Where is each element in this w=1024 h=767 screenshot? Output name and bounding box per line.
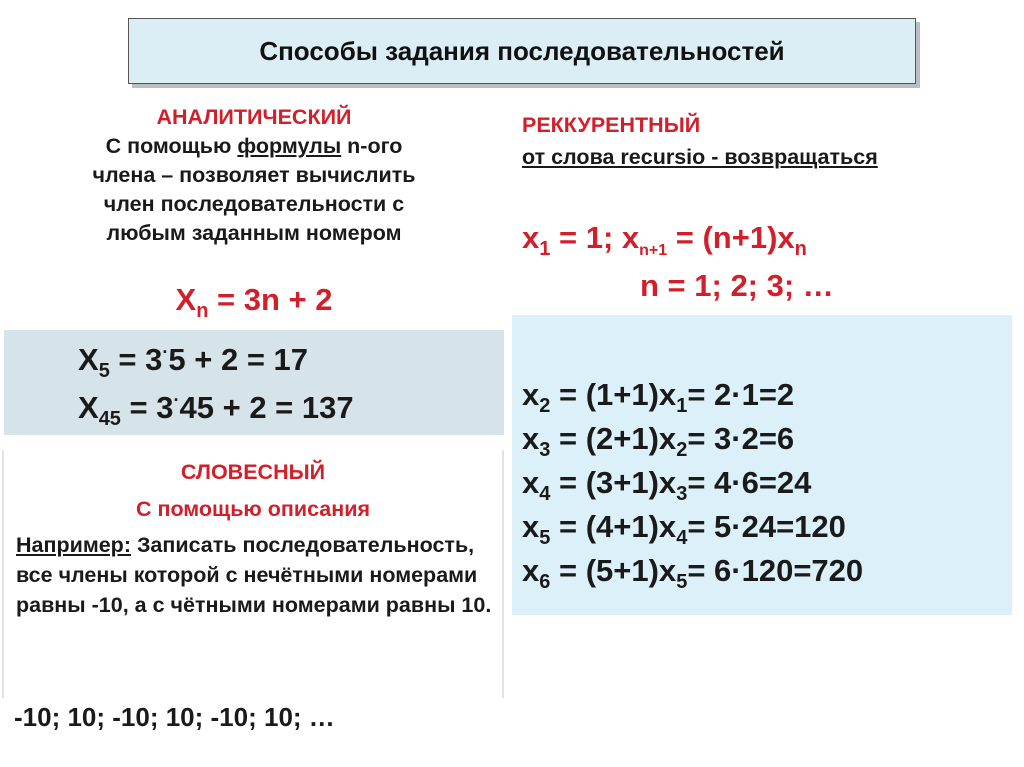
step-p: 4 bbox=[676, 527, 688, 549]
step-a: = (3+1)x bbox=[550, 465, 677, 500]
step-n: 4 bbox=[539, 483, 551, 505]
step-n: 5 bbox=[539, 527, 551, 549]
analytic-formula bbox=[10, 282, 498, 322]
recurrent-n-values: n = 1; 2; 3; … bbox=[640, 268, 834, 303]
formula-x: X bbox=[175, 282, 197, 317]
analytic-formula-word: формулы bbox=[237, 134, 342, 158]
analytic-example-2 bbox=[78, 390, 354, 430]
recurrent-step bbox=[522, 509, 846, 549]
verbal-subheading: С помощью описания bbox=[135, 497, 371, 521]
step-p: 2 bbox=[676, 439, 688, 461]
verbal-example-label: Например: bbox=[16, 533, 131, 557]
recurrent-heading: РЕККУРЕНТНЫЙ bbox=[522, 113, 701, 137]
ex2-b: 45 + 2 = 137 bbox=[179, 390, 354, 425]
ex1-x: X bbox=[78, 342, 99, 377]
verbal-heading: СЛОВЕСНЫЙ bbox=[180, 460, 326, 484]
ex2-sub: 45 bbox=[98, 408, 121, 430]
recurrent-step bbox=[522, 465, 812, 505]
verbal-answer: -10; 10; -10; 10; -10; 10; … bbox=[14, 702, 335, 732]
step-n: 2 bbox=[539, 395, 551, 417]
analytic-line-2: члена – позволяет вычислить bbox=[92, 163, 416, 187]
ex1-a: = 3 bbox=[109, 342, 163, 377]
ex2-a: = 3 bbox=[120, 390, 174, 425]
step-x: x bbox=[522, 465, 540, 500]
step-x: x bbox=[522, 553, 540, 588]
ex2-dot: · bbox=[173, 390, 180, 410]
step-x: x bbox=[522, 509, 540, 544]
analytic-section bbox=[10, 103, 498, 248]
analytic-line-4: любым заданным номером bbox=[106, 221, 402, 245]
step-b: = 2·1=2 bbox=[687, 377, 795, 412]
analytic-heading: АНАЛИТИЧЕСКИЙ bbox=[156, 105, 352, 129]
step-n: 3 bbox=[539, 439, 551, 461]
analytic-line-1-post: n-ого bbox=[341, 134, 403, 158]
step-a: = (4+1)x bbox=[550, 509, 677, 544]
rf-sub2: n+1 bbox=[639, 242, 668, 259]
ex1-b: 5 + 2 = 17 bbox=[168, 342, 309, 377]
analytic-example-1 bbox=[78, 342, 309, 382]
step-b: = 5·24=120 bbox=[687, 509, 846, 544]
verbal-example bbox=[16, 530, 494, 620]
analytic-examples-panel bbox=[4, 330, 504, 435]
analytic-line-1 bbox=[10, 132, 498, 161]
step-n: 6 bbox=[539, 571, 551, 593]
formula-rest: = 3n + 2 bbox=[208, 282, 333, 317]
step-x: x bbox=[522, 421, 540, 456]
recurrent-steps-panel bbox=[512, 315, 1012, 615]
recurrent-step bbox=[522, 421, 795, 461]
rf-mid: = 1; x bbox=[550, 220, 640, 255]
step-p: 5 bbox=[676, 571, 688, 593]
ex1-sub: 5 bbox=[98, 360, 110, 382]
step-a: = (2+1)x bbox=[550, 421, 677, 456]
ex1-dot: · bbox=[162, 342, 169, 362]
verbal-example-text: Записать последовательность, все члены которой с нечётными номерами равны -10, а с чётными номерами равны 10. bbox=[16, 533, 492, 617]
step-b: = 6·120=720 bbox=[687, 553, 864, 588]
rf-x: x bbox=[522, 220, 540, 255]
recurrent-formula bbox=[522, 220, 807, 260]
recurrent-step bbox=[522, 377, 795, 417]
verbal-section bbox=[4, 450, 502, 698]
step-x: x bbox=[522, 377, 540, 412]
slide-title-box bbox=[128, 18, 916, 84]
formula-sub: n bbox=[196, 300, 209, 322]
rf-sub3: n bbox=[794, 238, 807, 260]
step-a: = (5+1)x bbox=[550, 553, 677, 588]
recurrent-step bbox=[522, 553, 864, 593]
ex2-x: X bbox=[78, 390, 99, 425]
step-b: = 3·2=6 bbox=[687, 421, 795, 456]
step-p: 3 bbox=[676, 483, 688, 505]
step-b: = 4·6=24 bbox=[687, 465, 812, 500]
step-p: 1 bbox=[676, 395, 688, 417]
recurrent-source: от слова recursio - возвращаться bbox=[522, 145, 878, 169]
analytic-line-1-pre: С помощью bbox=[105, 134, 238, 158]
rf-eq: = (n+1)x bbox=[667, 220, 795, 255]
rf-sub1: 1 bbox=[539, 238, 551, 260]
slide-title: Способы задания последовательностей bbox=[259, 35, 785, 66]
analytic-line-3: член последовательности с bbox=[103, 192, 405, 216]
step-a: = (1+1)x bbox=[550, 377, 677, 412]
